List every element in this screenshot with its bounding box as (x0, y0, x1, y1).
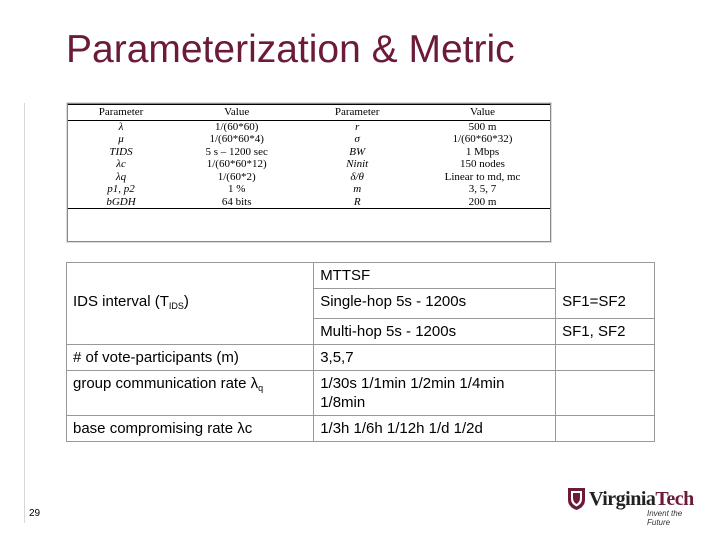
param-cell: λq (115, 170, 127, 183)
ids-label-sub: IDS (168, 300, 184, 311)
group-label-sub: q (258, 383, 264, 393)
param-cell: m (353, 183, 362, 195)
ids-label-text: IDS interval (T (73, 292, 169, 310)
parameter-table (68, 104, 550, 209)
param-row (68, 171, 550, 184)
parameter-table-image (67, 103, 551, 242)
param-cell: 1/(60*2) (217, 170, 256, 183)
base-rate-label: base compromising rate λc (67, 416, 314, 442)
param-cell: 500 m (468, 120, 497, 133)
param-cell: 1/(60*60*4) (209, 133, 264, 145)
logo-word-main: Virginia (589, 488, 656, 510)
group-rate-value: 1/30s 1/1min 1/2min 1/4min 1/8min (314, 371, 556, 416)
param-row (68, 196, 550, 209)
virginia-tech-logo (567, 487, 707, 527)
slide-title: Parameterization & Metric (66, 28, 515, 71)
param-cell: Ninit (346, 158, 369, 170)
param-row (68, 183, 550, 196)
param-cell: p1, p2 (107, 183, 135, 195)
multi-hop-sf: SF1, SF2 (556, 319, 655, 345)
param-cell: λ (118, 120, 124, 133)
param-cell: 1 % (227, 183, 246, 195)
param-cell: 1/(60*60*32) (452, 133, 513, 145)
param-header-value-1: Value (174, 105, 299, 121)
param-cell: 150 nodes (460, 158, 505, 170)
single-hop-sf: SF1=SF2 (556, 289, 655, 319)
param-cell: r (355, 120, 360, 133)
group-rate-label (67, 371, 314, 416)
table-cell (556, 416, 655, 442)
param-cell: λc (116, 158, 126, 170)
param-cell: 5 s – 1200 sec (205, 145, 268, 158)
table-row (67, 416, 655, 442)
metric-table (66, 262, 655, 442)
param-cell: μ (118, 133, 124, 145)
param-row (68, 146, 550, 159)
ids-label-close: ) (183, 292, 189, 310)
param-header-parameter-1: Parameter (68, 105, 174, 121)
page-number: 29 (29, 508, 41, 519)
mttsf-header: MTTSF (314, 263, 556, 289)
table-row (67, 319, 655, 345)
param-cell: σ (354, 133, 360, 145)
logo-word-tech: Tech (655, 488, 694, 510)
param-cell: 64 bits (174, 196, 299, 209)
table-cell (556, 345, 655, 371)
param-row (68, 158, 550, 171)
table-cell (67, 319, 314, 345)
ids-interval-label (67, 289, 314, 319)
table-row (67, 289, 655, 319)
param-cell: 1/(60*60*12) (206, 158, 267, 170)
table-row (67, 345, 655, 371)
table-cell (556, 263, 655, 289)
slide-left-rule (24, 103, 25, 523)
logo-tagline: Invent the Future (647, 509, 683, 527)
param-cell: 1/(60*60) (214, 120, 259, 133)
table-cell (556, 371, 655, 416)
table-row (67, 263, 655, 289)
vote-participants-value: 3,5,7 (314, 345, 556, 371)
param-cell: 200 m (415, 196, 550, 209)
base-rate-value: 1/3h 1/6h 1/12h 1/d 1/2d (314, 416, 556, 442)
param-cell: R (299, 196, 415, 209)
param-cell: TIDS (109, 145, 133, 158)
table-row (67, 371, 655, 416)
param-header-parameter-2: Parameter (299, 105, 415, 121)
param-cell: BW (349, 145, 366, 158)
table-cell (67, 263, 314, 289)
param-cell: 3, 5, 7 (468, 183, 497, 195)
vote-participants-label: # of vote-participants (m) (67, 345, 314, 371)
parameter-table-body (68, 120, 550, 209)
logo-wordmark (589, 488, 694, 511)
param-cell: δ/θ (350, 170, 364, 183)
param-row (68, 133, 550, 146)
single-hop-value: Single-hop 5s - 1200s (314, 289, 556, 319)
param-cell: Linear to md, mc (444, 170, 521, 183)
group-label-text: group communication rate λ (73, 375, 259, 392)
param-row (68, 120, 550, 133)
multi-hop-value: Multi-hop 5s - 1200s (314, 319, 556, 345)
shield-icon (567, 487, 586, 511)
param-cell: 1 Mbps (465, 145, 500, 158)
param-cell: bGDH (68, 196, 174, 209)
param-header-value-2: Value (415, 105, 550, 121)
